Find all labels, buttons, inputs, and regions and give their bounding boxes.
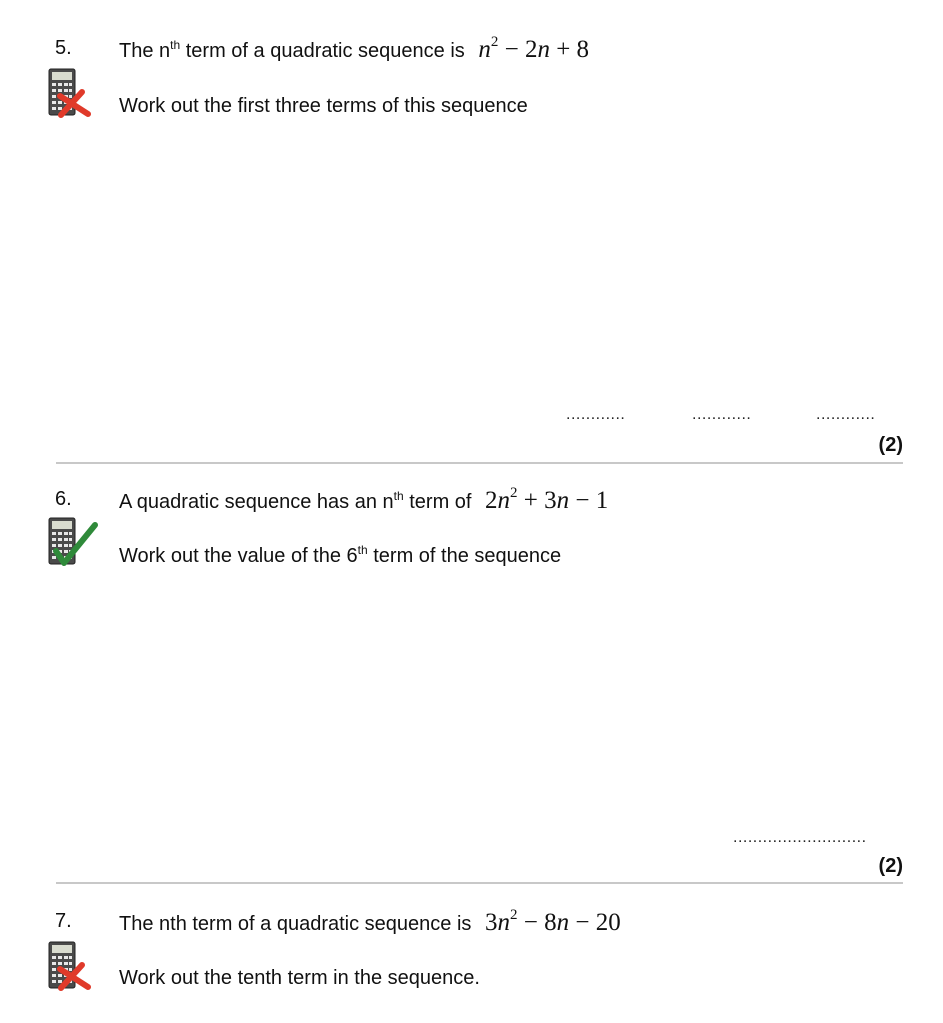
section-divider [56, 462, 903, 464]
answer-blank-2[interactable]: ............ [692, 406, 752, 423]
question-5-marks: (2) [878, 434, 903, 456]
section-divider [56, 882, 903, 884]
question-5-instruction: Work out the first three terms of this sequence [119, 95, 528, 117]
calculator-cross-icon [48, 68, 94, 118]
question-5-stem: The $n^{th}$ term of a quadratic sequence is $n^2 - 2n + 8$ [119, 34, 590, 63]
question-6-number: 6. [55, 488, 72, 510]
question-7-expression: $3n^2 - 8n - 20$ [484, 907, 621, 936]
question-6-marks: (2) [878, 855, 903, 877]
answer-blank[interactable]: ........................... [733, 829, 867, 846]
question-6-stem: A quadratic sequence has an $n^{th}$ term of $2n^2 + 3n - 1$ [119, 485, 609, 514]
calculator-tick-icon [48, 517, 98, 567]
answer-blank-1[interactable]: ............ [566, 406, 626, 423]
question-7-number: 7. [55, 910, 72, 932]
question-6-instruction: Work out the value of the 6th term of the sequence [119, 543, 562, 567]
answer-blank-3[interactable]: ............ [816, 406, 876, 423]
question-7-instruction: Work out the tenth term in the sequence. [119, 967, 480, 989]
question-7-stem: The nth term of a quadratic sequence is $3n^2 - 8n - 20$ [119, 907, 621, 936]
question-5-number: 5. [55, 37, 72, 59]
question-5-expression: $n^2 - 2n + 8$ [478, 34, 590, 63]
question-6-expression: $2n^2 + 3n - 1$ [485, 485, 609, 514]
calculator-cross-icon [48, 941, 94, 991]
